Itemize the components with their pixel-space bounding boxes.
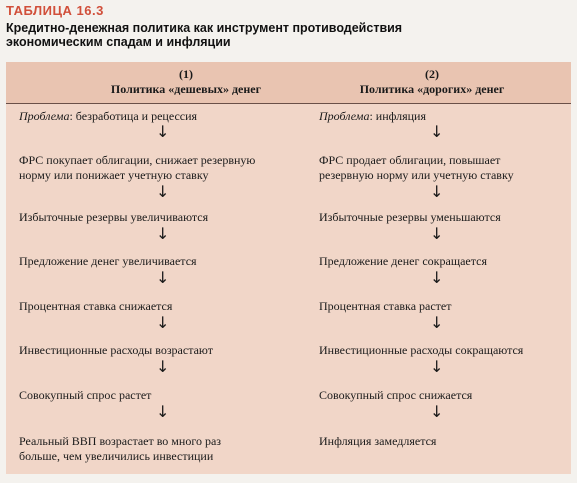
down-arrow-icon: ↓ bbox=[430, 268, 444, 287]
down-arrow-icon: ↓ bbox=[156, 224, 170, 243]
down-arrow-icon: ↓ bbox=[430, 122, 444, 141]
down-arrow-icon: ↓ bbox=[430, 224, 444, 243]
left-step-3: Предложение денег увеличивается bbox=[19, 254, 197, 268]
down-arrow-icon: ↓ bbox=[156, 268, 170, 287]
problem-text: : безработица и рецессия bbox=[69, 109, 198, 123]
down-arrow-icon: ↓ bbox=[156, 357, 170, 376]
left-step-5: Инвестиционные расходы возрастают bbox=[19, 343, 213, 357]
column-number: (1) bbox=[179, 67, 193, 81]
down-arrow-icon: ↓ bbox=[430, 357, 444, 376]
problem-text: : инфляция bbox=[369, 109, 426, 123]
left-step-4: Процентная ставка снижается bbox=[19, 299, 173, 313]
step-line: резервную норму или учетную ставку bbox=[319, 168, 514, 182]
table-tag: ТАБЛИЦА 16.3 bbox=[6, 3, 104, 18]
step-line: ФРС продает облигации, повышает bbox=[319, 153, 501, 167]
table-header bbox=[6, 62, 571, 103]
table-title bbox=[6, 21, 526, 49]
column-name: Политика «дешевых» денег bbox=[110, 82, 262, 96]
right-problem bbox=[319, 109, 426, 124]
problem-label: Проблема bbox=[319, 109, 370, 123]
column-name: Политика «дорогих» денег bbox=[359, 82, 505, 96]
title-line-1: Кредитно-денежная политика как инструмент противодействия bbox=[6, 21, 403, 35]
down-arrow-icon: ↓ bbox=[156, 313, 170, 332]
left-step-7 bbox=[19, 434, 221, 464]
right-step-7: Инфляция замедляется bbox=[319, 434, 437, 448]
down-arrow-icon: ↓ bbox=[430, 313, 444, 332]
right-step-1 bbox=[319, 153, 514, 183]
right-step-5: Инвестиционные расходы сокращаются bbox=[319, 343, 524, 357]
down-arrow-icon: ↓ bbox=[156, 122, 170, 141]
column-header-cheap-money bbox=[66, 67, 306, 97]
right-step-4: Процентная ставка растет bbox=[319, 299, 452, 313]
right-step-2: Избыточные резервы уменьшаются bbox=[319, 210, 501, 224]
left-step-6: Совокупный спрос растет bbox=[19, 388, 152, 402]
step-line: Реальный ВВП возрастает во много раз bbox=[19, 434, 222, 448]
problem-label: Проблема bbox=[19, 109, 70, 123]
column-number: (2) bbox=[425, 67, 439, 81]
column-header-dear-money bbox=[312, 67, 552, 97]
left-step-2: Избыточные резервы увеличиваются bbox=[19, 210, 209, 224]
policy-table bbox=[6, 62, 571, 474]
left-problem bbox=[19, 109, 197, 124]
right-step-3: Предложение денег сокращается bbox=[319, 254, 487, 268]
left-step-1 bbox=[19, 153, 255, 183]
down-arrow-icon: ↓ bbox=[156, 402, 170, 421]
title-line-2: экономическим спадам и инфляции bbox=[6, 35, 231, 49]
down-arrow-icon: ↓ bbox=[156, 182, 170, 201]
down-arrow-icon: ↓ bbox=[430, 182, 444, 201]
down-arrow-icon: ↓ bbox=[430, 402, 444, 421]
step-line: норму или понижает учетную ставку bbox=[19, 168, 209, 182]
step-line: больше, чем увеличились инвестиции bbox=[19, 449, 214, 463]
step-line: ФРС покупает облигации, снижает резервную bbox=[19, 153, 256, 167]
right-step-6: Совокупный спрос снижается bbox=[319, 388, 473, 402]
header-divider bbox=[6, 103, 571, 104]
